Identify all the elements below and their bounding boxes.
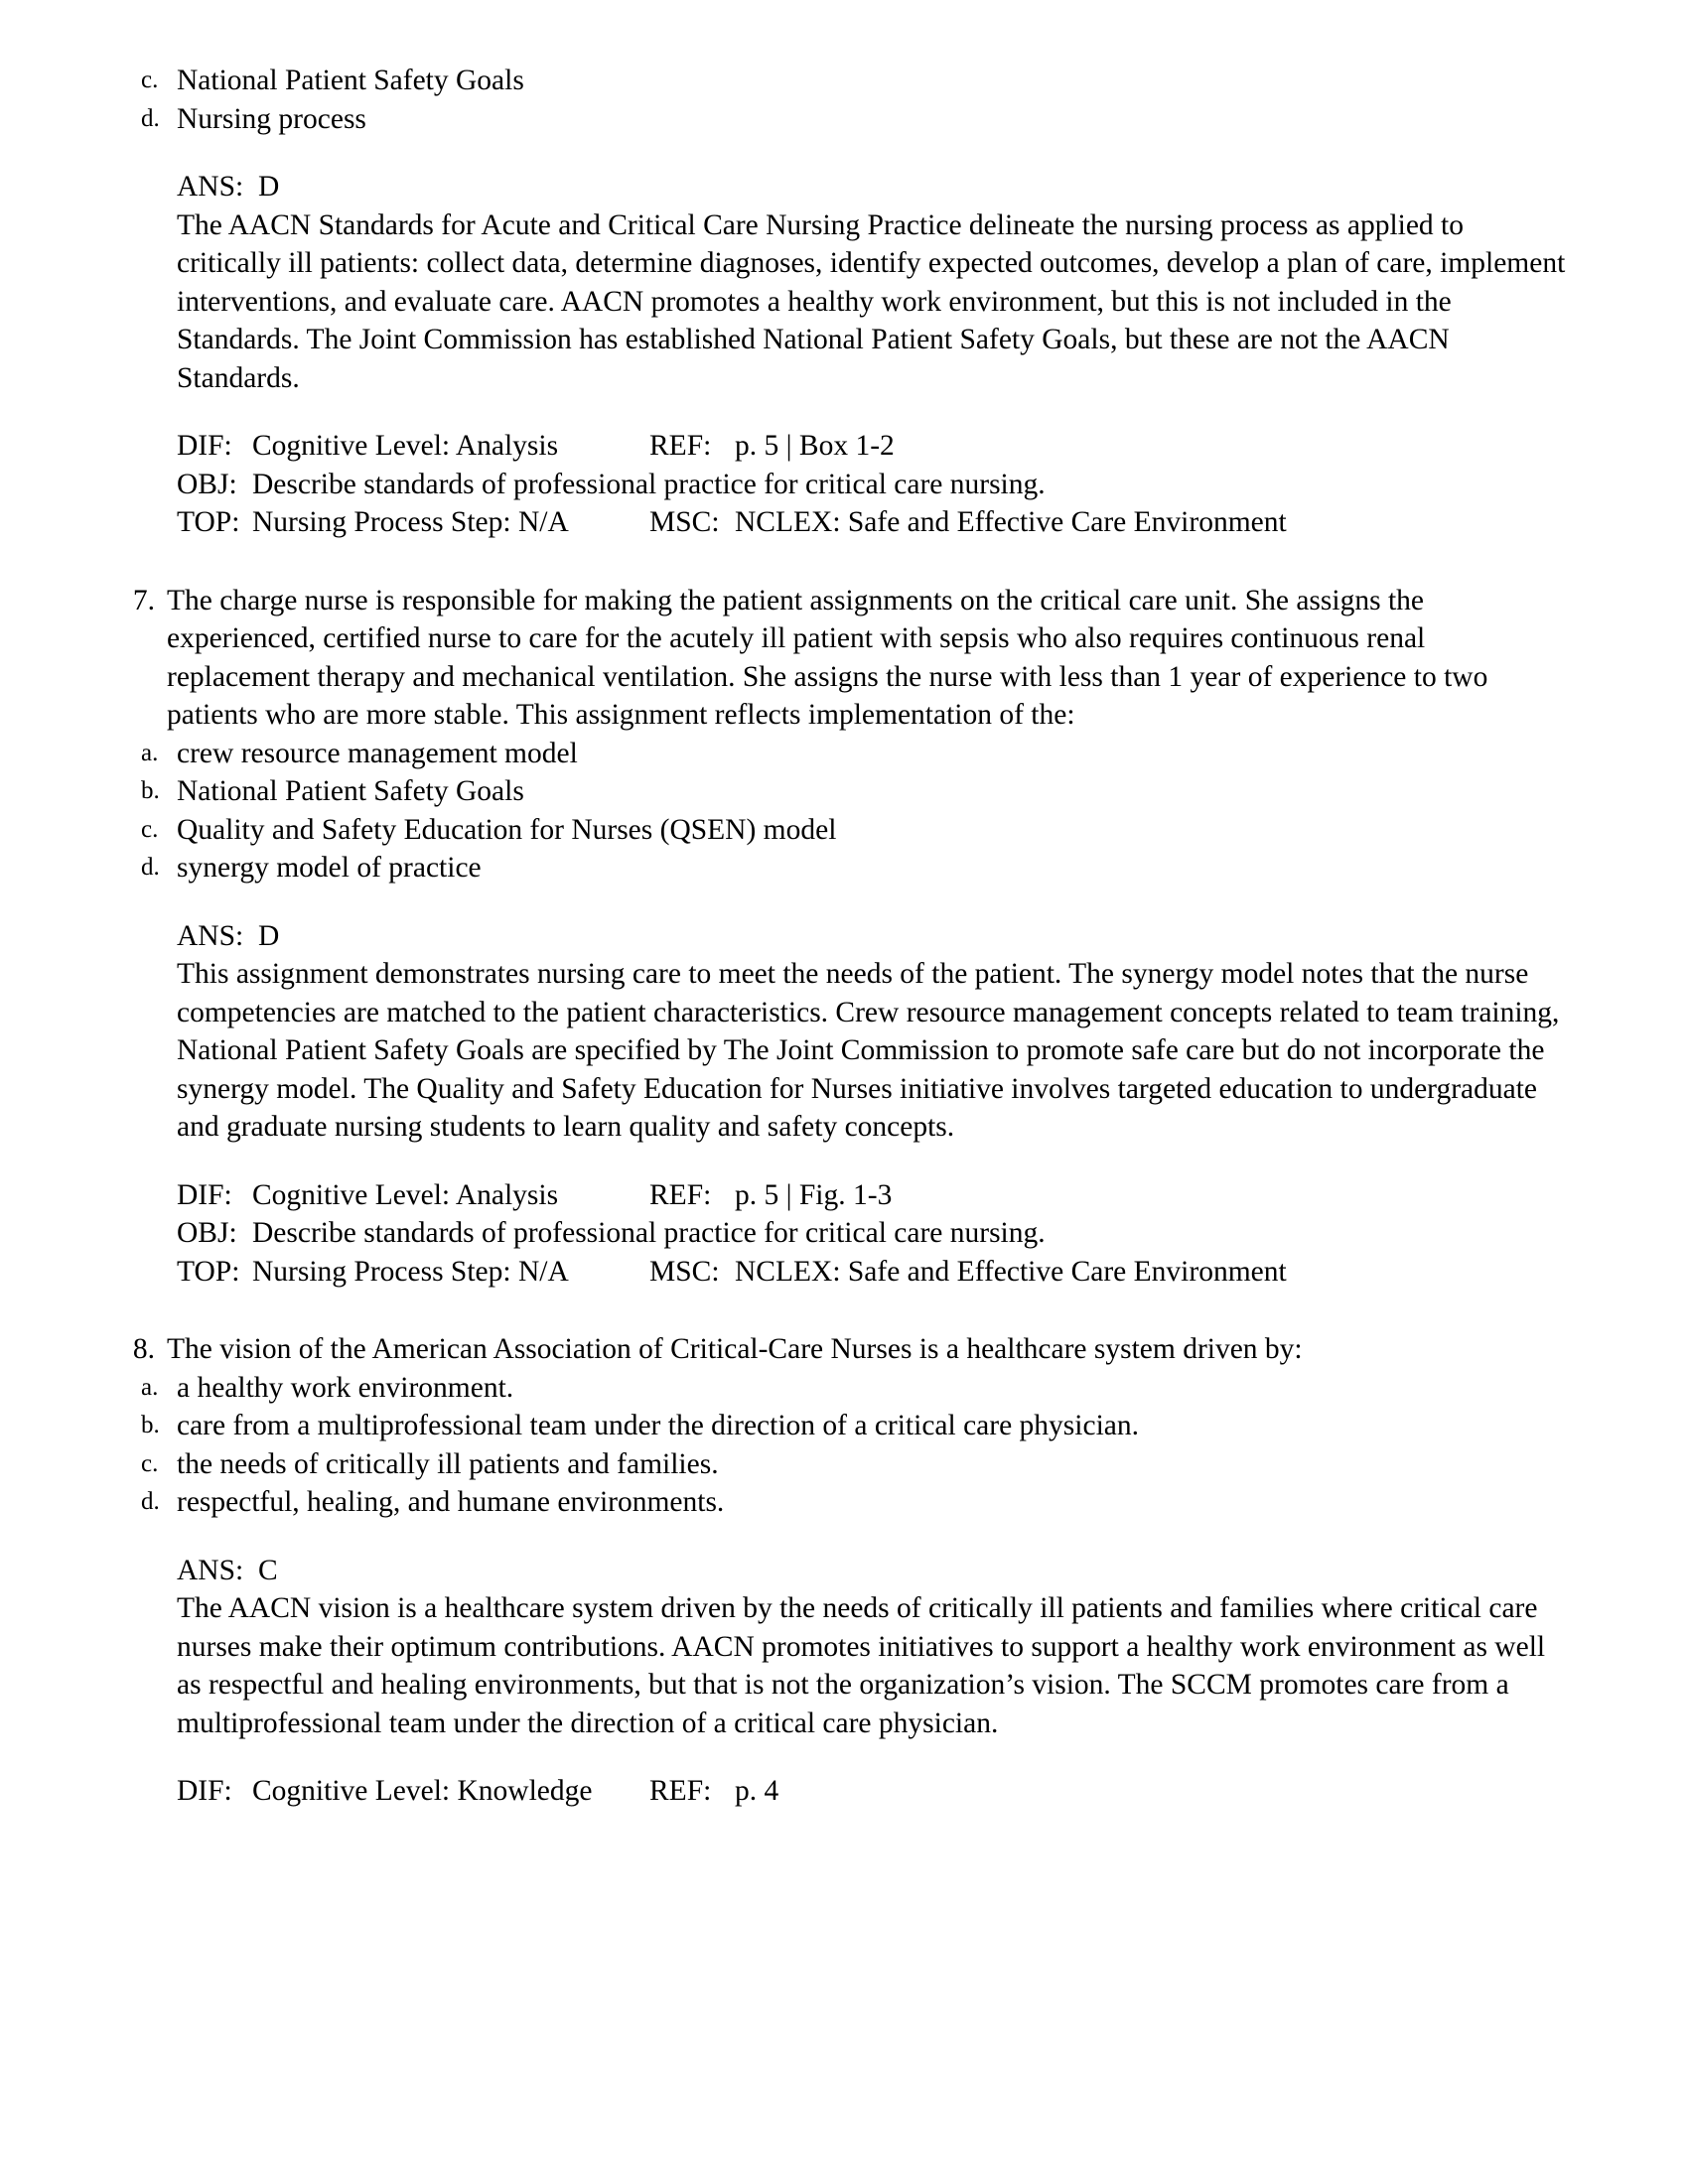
answer-label: ANS: D	[177, 919, 280, 952]
metadata-row-dif	[177, 427, 1569, 466]
option-letter: b.	[141, 777, 160, 804]
question-7-answer-block	[119, 917, 1569, 1147]
msc-value: NCLEX: Safe and Effective Care Environment	[735, 506, 1287, 538]
question-6-metadata	[119, 427, 1569, 542]
spacer	[119, 1742, 1569, 1772]
question-7-metadata	[119, 1176, 1569, 1292]
question-8-answer-block	[119, 1552, 1569, 1743]
option-letter: d.	[141, 1488, 160, 1515]
metadata-row-obj	[177, 466, 1569, 504]
option-item[interactable]	[119, 849, 1569, 887]
dif-key: DIF:	[177, 1775, 232, 1807]
rationale-text: This assignment demonstrates nursing care to meet the needs of the patient. The synergy model notes that the nurse competencies are matched to the patient characteristics. Crew resource management concepts related to team training, National Patient Safety Goals are specified by The Joint Commission to promote safe care but do not incorporate the synergy model. The Quality and Safety Education for Nurses initiative involves targeted education to undergraduate and graduate nursing students to learn quality and safety concepts.	[177, 958, 1560, 1143]
option-text: care from a multiprofessional team under the direction of a critical care physician.	[177, 1410, 1139, 1441]
obj-key: OBJ:	[177, 468, 237, 500]
ref-value: p. 5 | Fig. 1-3	[735, 1178, 893, 1211]
metadata-row-top	[177, 1253, 1569, 1292]
option-text: synergy model of practice	[177, 852, 482, 884]
option-letter: c.	[141, 1449, 159, 1477]
option-item[interactable]	[119, 1445, 1569, 1484]
question-8	[119, 1330, 1569, 1369]
ref-key: REF:	[649, 1775, 712, 1807]
question-number: 8.	[132, 1333, 155, 1365]
option-text: National Patient Safety Goals	[177, 65, 524, 96]
msc-value: NCLEX: Safe and Effective Care Environment	[735, 1255, 1287, 1288]
option-item[interactable]	[119, 1483, 1569, 1522]
option-item[interactable]	[119, 100, 1569, 139]
spacer	[119, 138, 1569, 168]
metadata-row-dif	[177, 1772, 1569, 1811]
option-text: the needs of critically ill patients and families.	[177, 1447, 719, 1480]
option-item[interactable]	[119, 1369, 1569, 1408]
dif-key: DIF:	[177, 430, 232, 462]
option-item[interactable]	[119, 62, 1569, 100]
question-8-metadata	[119, 1772, 1569, 1811]
option-text: Quality and Safety Education for Nurses (QSEN) model	[177, 813, 837, 846]
question-stem: The vision of the American Association of Critical-Care Nurses is a healthcare system driven by:	[167, 1333, 1303, 1365]
metadata-row-top	[177, 503, 1569, 542]
spacer	[119, 397, 1569, 427]
metadata-row-dif	[177, 1176, 1569, 1215]
option-item[interactable]	[119, 735, 1569, 773]
obj-key: OBJ:	[177, 1217, 237, 1249]
msc-key: MSC:	[649, 506, 720, 538]
option-letter: d.	[141, 854, 160, 881]
question-8-options	[119, 1369, 1569, 1522]
ref-key: REF:	[649, 1178, 712, 1211]
option-item[interactable]	[119, 1407, 1569, 1445]
option-text: a healthy work environment.	[177, 1371, 514, 1404]
ref-value: p. 4	[735, 1775, 779, 1807]
ref-value: p. 5 | Box 1-2	[735, 430, 895, 462]
dif-key: DIF:	[177, 1178, 232, 1211]
answer-label: ANS: D	[177, 171, 280, 203]
rationale-text: The AACN Standards for Acute and Critical Care Nursing Practice delineate the nursing process as applied to critically ill patients: collect data, determine diagnoses, identify expected outcomes, develop a plan of care, implement interventions, and evaluate care. AACN promotes a healthy work environment, but this is not included in the Standards. The Joint Commission has established National Patient Safety Goals, but these are not the AACN Standards.	[177, 208, 1566, 394]
option-letter: b.	[141, 1412, 160, 1438]
spacer	[119, 1291, 1569, 1330]
option-item[interactable]	[119, 772, 1569, 811]
question-6-options	[119, 62, 1569, 138]
spacer	[119, 1147, 1569, 1176]
spacer	[119, 887, 1569, 917]
option-text: respectful, healing, and humane environments.	[177, 1486, 725, 1518]
option-text: National Patient Safety Goals	[177, 775, 524, 807]
option-letter: a.	[141, 739, 159, 766]
question-7	[119, 582, 1569, 735]
top-value: Nursing Process Step: N/A	[252, 506, 569, 538]
ref-key: REF:	[649, 430, 712, 462]
question-7-options	[119, 735, 1569, 887]
question-stem: The charge nurse is responsible for making the patient assignments on the critical care unit. She assigns the experienced, certified nurse to care for the acutely ill patient with sepsis who also requires continuous renal replacement therapy and mechanical ventilation. She assigns the nurse with less than 1 year of experience to two patients who are more stable. This assignment reflects implementation of the:	[167, 584, 1488, 731]
question-6-answer-block	[119, 168, 1569, 397]
option-letter: c.	[141, 815, 159, 843]
answer-label: ANS: C	[177, 1554, 278, 1586]
question-number: 7.	[132, 584, 155, 616]
option-text: Nursing process	[177, 102, 366, 135]
page-content-column	[119, 62, 1569, 1811]
spacer	[119, 1522, 1569, 1552]
dif-value: Cognitive Level: Analysis	[252, 430, 559, 462]
msc-key: MSC:	[649, 1255, 720, 1288]
top-key: TOP:	[177, 1255, 240, 1288]
rationale-text: The AACN vision is a healthcare system driven by the needs of critically ill patients and families where critical care nurses make their optimum contributions. AACN promotes initiatives to support a healthy work environment as well as respectful and healing environments, but that is not the organization’s vision. The SCCM promotes care from a multiprofessional team under the direction of a critical care physician.	[177, 1592, 1546, 1739]
metadata-row-obj	[177, 1214, 1569, 1253]
top-value: Nursing Process Step: N/A	[252, 1255, 569, 1288]
option-text: crew resource management model	[177, 737, 578, 769]
spacer	[119, 542, 1569, 582]
obj-value: Describe standards of professional practice for critical care nursing.	[252, 1217, 1046, 1249]
option-item[interactable]	[119, 811, 1569, 850]
option-letter: c.	[141, 67, 159, 93]
dif-value: Cognitive Level: Analysis	[252, 1178, 559, 1211]
dif-value: Cognitive Level: Knowledge	[252, 1775, 593, 1807]
top-key: TOP:	[177, 506, 240, 538]
obj-value: Describe standards of professional practice for critical care nursing.	[252, 468, 1046, 500]
option-letter: d.	[141, 104, 160, 132]
option-letter: a.	[141, 1373, 159, 1401]
